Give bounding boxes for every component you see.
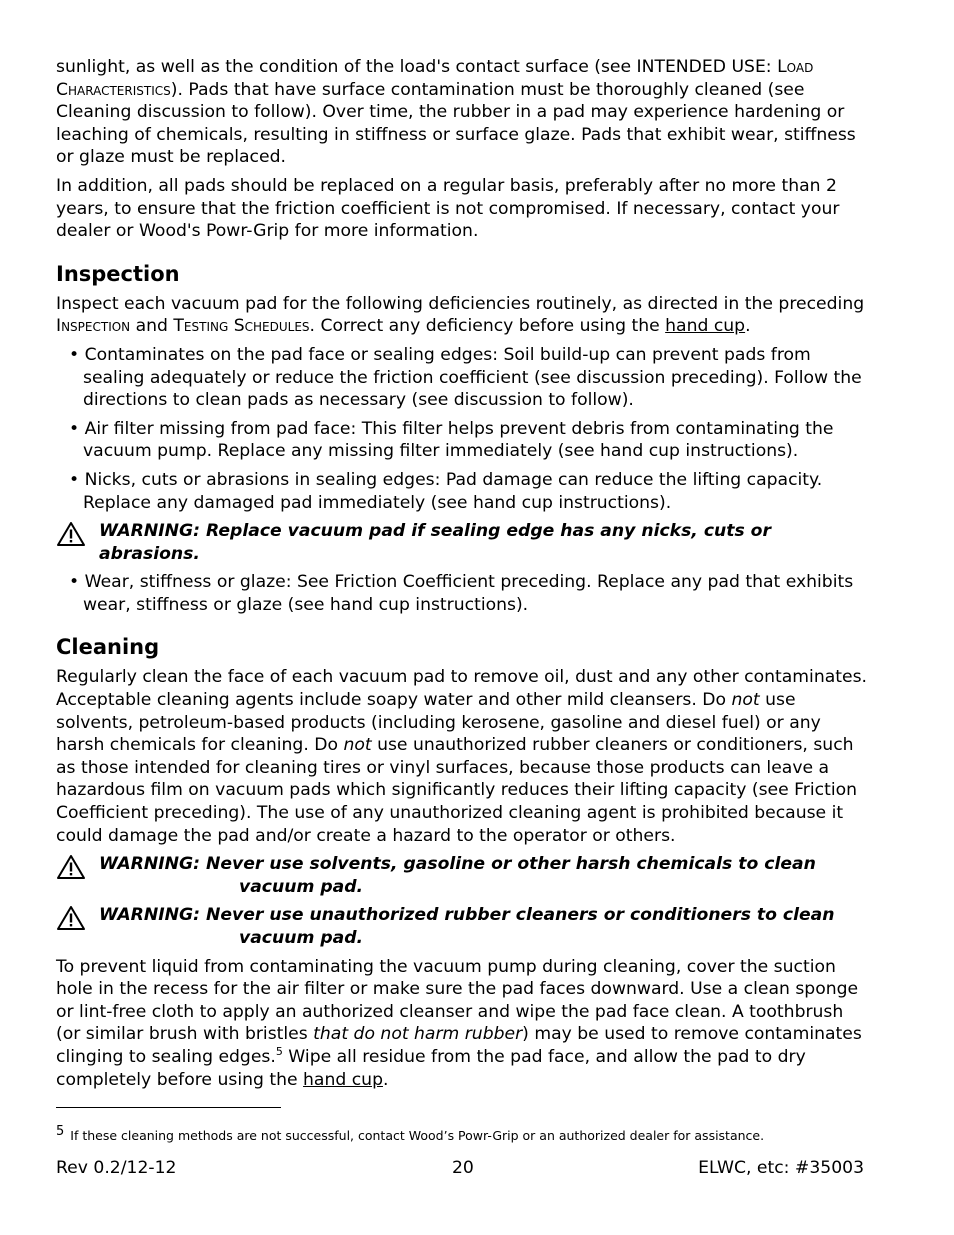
warning-text-continued: vacuum pad.	[239, 876, 364, 897]
warning-triangle-icon	[56, 905, 86, 931]
text-run: use solvents, petroleum-based products (including kerosene, gasoline and diesel fuel) or any harsh chemicals for cleaning. Do	[56, 690, 821, 756]
warning-solvents	[56, 853, 868, 898]
warning-text: WARNING: Never use solvents, gasoline or other harsh chemicals to clean	[99, 854, 816, 875]
warning-triangle-icon	[56, 854, 86, 880]
footnote-reference[interactable]: 5	[275, 1044, 283, 1058]
bullet-nicks: • Nicks, cuts or abrasions in sealing edges: Pad damage can reduce the lifting capacity. Replace any damaged pad immediately (see hand cup instructions).	[69, 469, 823, 513]
text-run: Inspect each vacuum pad for the following deficiencies routinely, as directed in the preceding	[56, 293, 865, 314]
inspection-heading: Inspection	[56, 261, 180, 286]
text-run: To prevent liquid from contaminating the vacuum pump during cleaning, cover the suction hole in the recess for the air filter or make sure the pad faces downward. Use a clean sponge or lint-free cloth to apply an authorized cleanser and wipe the pad face clean. A toothbrush (or similar brush with bristles	[56, 956, 859, 1045]
footnote	[56, 1124, 764, 1144]
footnote-text: If these cleaning methods are not successful, contact Wood’s Powr-Grip or an authorized dealer for assistance.	[70, 1128, 765, 1144]
text-run: and	[130, 316, 174, 337]
cleaning-paragraph-1	[56, 666, 868, 847]
text-run: .	[382, 1069, 389, 1090]
intro-paragraph-2: In addition, all pads should be replaced on a regular basis, preferably after no more than 2 years, to ensure that the friction coefficient is not compromised. If necessary, contact your dealer or Wood's Powr-Grip for more information.	[56, 175, 840, 242]
emphasis: not	[731, 690, 760, 711]
inspection-paragraph	[56, 293, 868, 338]
emphasis: that do not harm rubber	[313, 1024, 523, 1045]
cleaning-heading: Cleaning	[56, 635, 160, 660]
document-page	[56, 56, 868, 1097]
page-number: 20	[452, 1158, 474, 1178]
small-caps-reference: Load Characteristics	[56, 57, 814, 100]
text-run: Wipe all residue from the pad face, and allow the pad to dry completely before using the	[56, 1046, 806, 1090]
small-caps-reference: Testing Schedules	[173, 316, 310, 337]
text-run: .	[745, 316, 751, 337]
footnote-divider	[56, 1107, 281, 1108]
bullet-wear: • Wear, stiffness or glaze: See Friction Coefficient preceding. Replace any pad that exhibits wear, stiffness or glaze (see hand cup instructions).	[69, 572, 854, 615]
warning-text: WARNING: Replace vacuum pad if sealing edge has any nicks, cuts or abrasions.	[99, 521, 771, 564]
revision-label: Rev 0.2/12-12	[56, 1158, 177, 1178]
footnote-number: 5	[56, 1124, 65, 1139]
bullet-contaminates: • Contaminates on the pad face or sealing edges: Soil build-up can prevent pads from sealing adequately or reduce the friction coefficient (see discussion preceding). Follow the directions to clean pads as necessary (see discussion to follow).	[69, 344, 862, 411]
warning-rubber-cleaners	[56, 904, 868, 949]
warning-triangle-icon	[56, 521, 86, 547]
hand-cup-link[interactable]: hand cup	[303, 1069, 383, 1090]
text-run: sunlight, as well as the condition of the load's contact surface (see INTENDED USE:	[56, 57, 778, 77]
text-run: ) may be used to remove contaminates clinging to sealing edges.	[56, 1024, 862, 1067]
bullet-air-filter: • Air filter missing from pad face: This filter helps prevent debris from contaminating the vacuum pump. Replace any missing filter immediately (see hand cup instructions).	[69, 418, 834, 462]
small-caps-reference: Inspection	[56, 316, 131, 337]
text-run: ). Pads that have surface contamination must be thoroughly cleaned (see Cleaning discussion to follow). Over time, the rubber in a pad may experience hardening or leaching of chemicals, resulting in stiffness or surface glaze. Pads that exhibit wear, stiffness or glaze must be replaced.	[56, 79, 856, 168]
warning-text-continued: vacuum pad.	[239, 928, 364, 948]
text-run: Regularly clean the face of each vacuum pad to remove oil, dust and any other contaminates. Acceptable cleaning agents include soapy water and other mild cleansers. Do	[56, 667, 867, 711]
document-id: ELWC, etc: #35003	[698, 1158, 864, 1178]
cleaning-paragraph-2	[56, 956, 868, 1092]
text-run: use unauthorized rubber cleaners or conditioners, such as those intended for cleaning tires or vinyl surfaces, because those products can leave a hazardous film on vacuum pads which significantly reduces their lifting capacity (see Friction Coefficient preceding). The use of any unauthorized cleaning agent is prohibited because it could damage the pad and/or create a hazard to the operator or others.	[56, 735, 858, 846]
warning-text: WARNING: Never use unauthorized rubber cleaners or conditioners to clean	[99, 905, 835, 926]
warning-nicks	[56, 520, 868, 565]
hand-cup-link[interactable]: hand cup	[665, 316, 746, 337]
intro-paragraph-1	[56, 56, 868, 169]
text-run: . Correct any deficiency before using the	[309, 316, 666, 337]
emphasis: not	[343, 735, 372, 756]
